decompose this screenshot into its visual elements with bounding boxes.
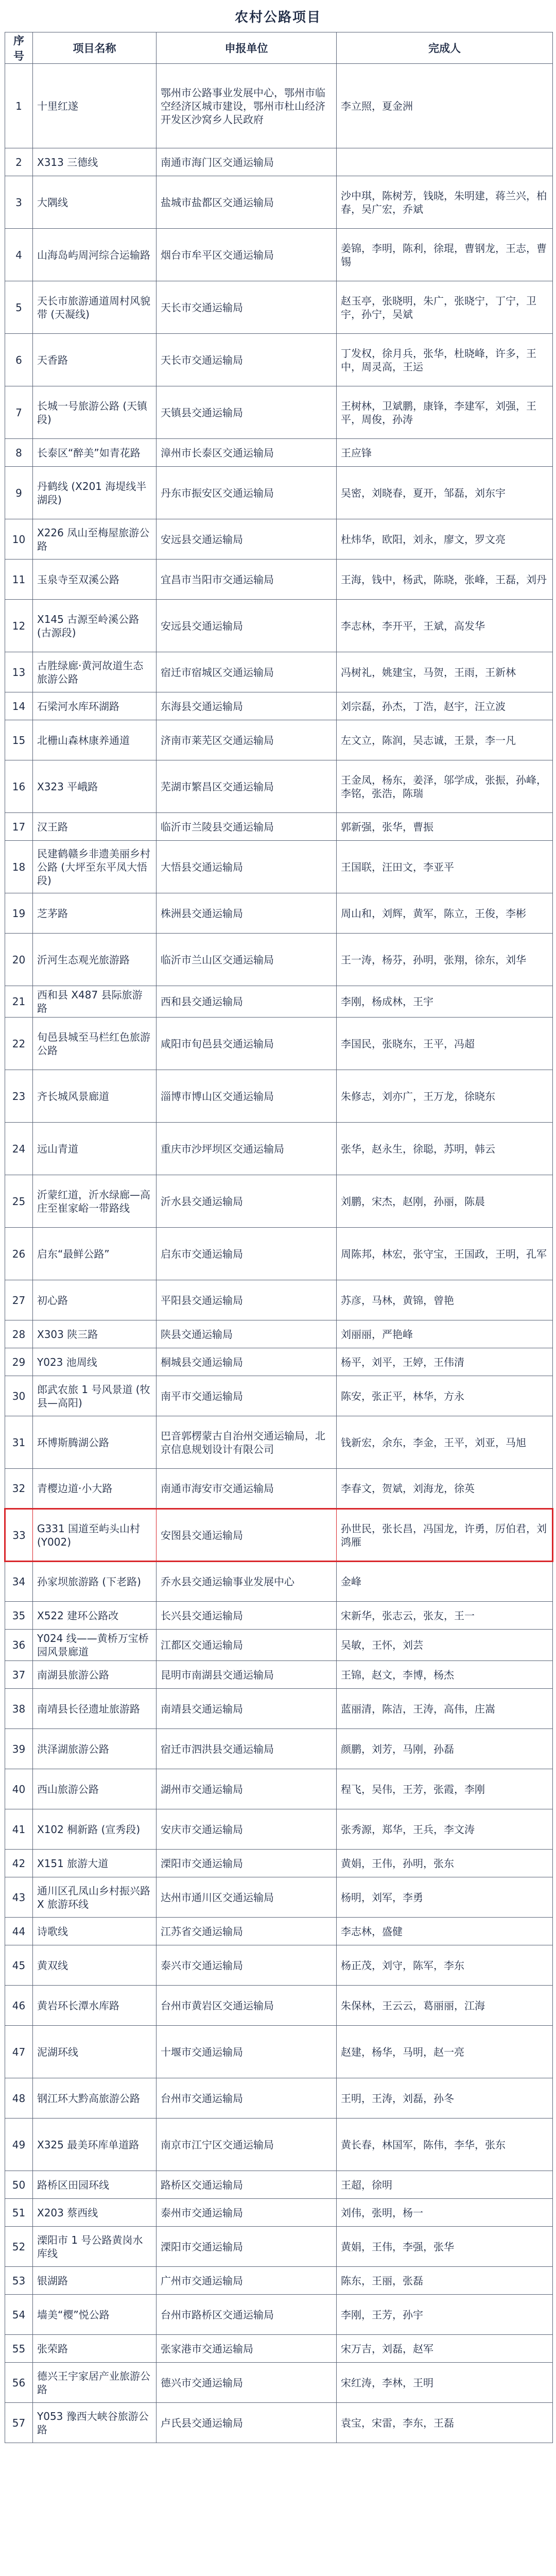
cell-unit: 卢氏县交通运输局 [157, 2403, 337, 2443]
cell-name: 天香路 [33, 334, 157, 386]
header-unit: 申报单位 [157, 32, 337, 64]
table-row [5, 1809, 553, 1850]
cell-people: 宋新华，张志云，张友，王一 [337, 1602, 553, 1630]
table-row [5, 1661, 553, 1689]
table-row [5, 1877, 553, 1918]
cell-unit: 巴音郭楞蒙古自治州交通运输局，北京信息规划设计有限公司 [157, 1416, 337, 1469]
table-row [5, 1469, 553, 1509]
cell-people: 丁发权，徐月兵，张华，杜晓峰，许多，王中，周灵高，王运 [337, 334, 553, 386]
cell-no: 8 [5, 439, 33, 467]
table-row [5, 1689, 553, 1729]
cell-people: 李立照，夏金洲 [337, 64, 553, 148]
table-row [5, 148, 553, 176]
cell-unit: 安远县交通运输局 [157, 600, 337, 652]
cell-people: 张华，赵永生，徐聪，苏明，韩云 [337, 1123, 553, 1175]
cell-name: 诗歌线 [33, 1918, 157, 1945]
cell-name: 孙家坝旅游路 (下老路) [33, 1562, 157, 1602]
cell-people: 王国联，汪田文，李亚平 [337, 841, 553, 893]
table-row [5, 1348, 553, 1376]
cell-no: 27 [5, 1280, 33, 1320]
cell-unit: 路桥区交通运输局 [157, 2171, 337, 2199]
cell-people: 李刚，王芳，孙宇 [337, 2295, 553, 2335]
cell-no: 10 [5, 519, 33, 560]
cell-unit: 东海县交通运输局 [157, 692, 337, 720]
cell-no: 38 [5, 1689, 33, 1729]
header-people: 完成人 [337, 32, 553, 64]
table-row [5, 1320, 553, 1348]
cell-people: 黄长春，林国军，陈伟，李华，张东 [337, 2119, 553, 2171]
table-row [5, 176, 553, 229]
cell-name: 启东“最鲜公路” [33, 1228, 157, 1280]
table-row [5, 2171, 553, 2199]
cell-name: 通川区孔凤山乡村振兴路 X 旅游环线 [33, 1877, 157, 1918]
cell-name: X226 凤山至梅屋旅游公路 [33, 519, 157, 560]
cell-people: 刘丽丽，严艳峰 [337, 1320, 553, 1348]
cell-people: 张秀源，郑华，王兵，李文涛 [337, 1809, 553, 1850]
cell-unit: 长兴县交通运输局 [157, 1602, 337, 1630]
cell-no: 40 [5, 1769, 33, 1809]
cell-people: 金峰 [337, 1562, 553, 1602]
cell-unit: 陕县交通运输局 [157, 1320, 337, 1348]
cell-name: 汉王路 [33, 813, 157, 841]
cell-name: 天长市旅游通道周村风貌带 (天凝线) [33, 281, 157, 334]
header-name: 项目名称 [33, 32, 157, 64]
cell-no: 24 [5, 1123, 33, 1175]
cell-unit: 淄博市博山区交通运输局 [157, 1070, 337, 1123]
cell-unit: 漳州市长泰区交通运输局 [157, 439, 337, 467]
cell-no: 45 [5, 1945, 33, 1986]
cell-unit: 江苏省交通运输局 [157, 1918, 337, 1945]
cell-no: 35 [5, 1602, 33, 1630]
cell-name: 沂蒙红道，沂水绿廊—高庄至崔家峪一带路线 [33, 1175, 157, 1228]
cell-people: 朱修志，刘亦广，王万龙，徐晓东 [337, 1070, 553, 1123]
project-table [4, 32, 553, 2443]
cell-no: 14 [5, 692, 33, 720]
cell-name: 远山青道 [33, 1123, 157, 1175]
cell-people: 李春文，贺斌，刘海龙，徐英 [337, 1469, 553, 1509]
cell-unit: 天长市交通运输局 [157, 281, 337, 334]
table-row [5, 893, 553, 934]
cell-unit: 西和县交通运输局 [157, 986, 337, 1018]
cell-people: 李志林，盛健 [337, 1918, 553, 1945]
cell-unit: 南平市交通运输局 [157, 1376, 337, 1416]
table-row [5, 2227, 553, 2267]
cell-people: 郭新强，张华，曹振 [337, 813, 553, 841]
cell-unit: 南京市江宁区交通运输局 [157, 2119, 337, 2171]
cell-no: 51 [5, 2199, 33, 2227]
cell-unit: 沂水县交通运输局 [157, 1175, 337, 1228]
cell-name: 郎武农旅 1 号风景道 (牧县—高阳) [33, 1376, 157, 1416]
cell-no: 12 [5, 600, 33, 652]
cell-unit: 南靖县交通运输局 [157, 1689, 337, 1729]
cell-no: 42 [5, 1850, 33, 1877]
cell-name: 德兴王宇家居产业旅游公路 [33, 2363, 157, 2403]
cell-no: 34 [5, 1562, 33, 1602]
cell-no: 28 [5, 1320, 33, 1348]
table-row [5, 1280, 553, 1320]
cell-no: 41 [5, 1809, 33, 1850]
cell-people [337, 148, 553, 176]
cell-name: 石梁河水库环湖路 [33, 692, 157, 720]
cell-no: 36 [5, 1630, 33, 1661]
cell-name: 黄双线 [33, 1945, 157, 1986]
cell-no: 3 [5, 176, 33, 229]
table-row [5, 986, 553, 1018]
cell-unit: 溧阳市交通运输局 [157, 2227, 337, 2267]
cell-unit: 丹东市振安区交通运输局 [157, 467, 337, 519]
cell-unit: 泰州市交通运输局 [157, 2199, 337, 2227]
table-row [5, 2403, 553, 2443]
cell-people: 赵玉亭，张晓明，朱广，张晓宁，丁宁，卫宇，孙宁，吴斌 [337, 281, 553, 334]
table-row [5, 1018, 553, 1070]
cell-name: 山海岛屿周河综合运输路 [33, 229, 157, 281]
cell-people: 黄娟，王伟，孙明，张东 [337, 1850, 553, 1877]
cell-unit: 泰兴市交通运输局 [157, 1945, 337, 1986]
header-no: 序号 [5, 32, 33, 64]
table-row [5, 2363, 553, 2403]
table-row [5, 1630, 553, 1661]
cell-people: 宋万吉，刘磊，赵军 [337, 2335, 553, 2363]
cell-name: 旬邑县城至马栏红色旅游公路 [33, 1018, 157, 1070]
table-row [5, 1986, 553, 2026]
cell-people: 苏彦，马林，黄锦，曾艳 [337, 1280, 553, 1320]
cell-no: 22 [5, 1018, 33, 1070]
cell-unit: 昆明市南湖县交通运输局 [157, 1661, 337, 1689]
cell-name: 钢江环大黔高旅游公路 [33, 2078, 157, 2119]
table-row [5, 1376, 553, 1416]
cell-no: 48 [5, 2078, 33, 2119]
cell-unit: 宿迁市泗洪县交通运输局 [157, 1729, 337, 1769]
table-row [5, 519, 553, 560]
cell-name: 泥湖环线 [33, 2026, 157, 2078]
cell-unit: 溧阳市交通运输局 [157, 1850, 337, 1877]
cell-people: 程飞，吴伟，王芳，张霞，李刚 [337, 1769, 553, 1809]
cell-unit: 广州市交通运输局 [157, 2267, 337, 2295]
cell-people: 钱新宏，余东，李金，王平，刘亚，马旭 [337, 1416, 553, 1469]
cell-unit: 安图县交通运输局 [157, 1509, 337, 1562]
cell-name: 西山旅游公路 [33, 1769, 157, 1809]
cell-no: 25 [5, 1175, 33, 1228]
cell-name: 黄岩环长潭水库路 [33, 1986, 157, 2026]
cell-people: 周陈邦，林宏，张守宝，王国政，王明，孔军 [337, 1228, 553, 1280]
table-row [5, 1729, 553, 1769]
table-row [5, 560, 553, 600]
cell-no: 54 [5, 2295, 33, 2335]
cell-no: 9 [5, 467, 33, 519]
cell-unit: 桐城县交通运输局 [157, 1348, 337, 1376]
table-row [5, 1509, 553, 1562]
cell-unit: 鄂州市公路事业发展中心，鄂州市临空经济区城市建设，鄂州市杜山经济开发区沙窝乡人民政府 [157, 64, 337, 148]
table-row [5, 1416, 553, 1469]
table-row [5, 1175, 553, 1228]
cell-unit: 湖州市交通运输局 [157, 1769, 337, 1809]
cell-people: 李志林，李开平，王斌，高发华 [337, 600, 553, 652]
cell-no: 16 [5, 760, 33, 813]
cell-people: 陈东，王丽，张磊 [337, 2267, 553, 2295]
cell-no: 4 [5, 229, 33, 281]
table-row [5, 1123, 553, 1175]
cell-name: X303 陕三路 [33, 1320, 157, 1348]
cell-no: 23 [5, 1070, 33, 1123]
cell-name: 齐长城风景廊道 [33, 1070, 157, 1123]
cell-unit: 安庆市交通运输局 [157, 1809, 337, 1850]
cell-name: 墙美“樱”悦公路 [33, 2295, 157, 2335]
cell-name: Y053 豫西大峡谷旅游公路 [33, 2403, 157, 2443]
cell-no: 46 [5, 1986, 33, 2026]
cell-name: 洪泽湖旅游公路 [33, 1729, 157, 1769]
cell-unit: 平阳县交通运输局 [157, 1280, 337, 1320]
table-row [5, 2199, 553, 2227]
cell-name: 张荣路 [33, 2335, 157, 2363]
cell-unit: 宿迁市宿城区交通运输局 [157, 652, 337, 692]
cell-no: 13 [5, 652, 33, 692]
cell-unit: 南通市海门区交通运输局 [157, 148, 337, 176]
cell-unit: 重庆市沙坪坝区交通运输局 [157, 1123, 337, 1175]
cell-name: 环博斯腾湖公路 [33, 1416, 157, 1469]
cell-no: 2 [5, 148, 33, 176]
table-row [5, 439, 553, 467]
cell-unit: 大悟县交通运输局 [157, 841, 337, 893]
cell-name: 沂河生态观光旅游路 [33, 934, 157, 986]
cell-people: 杨明，刘军，李勇 [337, 1877, 553, 1918]
cell-name: X323 平峨路 [33, 760, 157, 813]
cell-unit: 芜湖市繁昌区交通运输局 [157, 760, 337, 813]
cell-name: 丹鹤线 (X201 海堤线半湖段) [33, 467, 157, 519]
cell-name: 北栅山森林康养通道 [33, 720, 157, 760]
cell-unit: 株洲县交通运输局 [157, 893, 337, 934]
cell-name: 长泰区“醉美”如青花路 [33, 439, 157, 467]
table-row [5, 229, 553, 281]
table-row [5, 652, 553, 692]
cell-name: 长城一号旅游公路 (天镇段) [33, 386, 157, 439]
table-row [5, 720, 553, 760]
table-body [5, 64, 553, 2443]
cell-unit: 宜昌市当阳市交通运输局 [157, 560, 337, 600]
cell-people: 吴密，刘晓春，夏开，邹磊，刘东宇 [337, 467, 553, 519]
cell-people: 姜锦，李明，陈利，徐琨，曹钢龙，王志，曹锡 [337, 229, 553, 281]
cell-people: 刘鹏，宋杰，赵刚，孙丽，陈晨 [337, 1175, 553, 1228]
cell-no: 39 [5, 1729, 33, 1769]
cell-no: 49 [5, 2119, 33, 2171]
cell-unit: 临沂市兰山区交通运输局 [157, 934, 337, 986]
cell-people: 孙世民，张长昌，冯国龙，许勇，厉伯君，刘鸿雁 [337, 1509, 553, 1562]
cell-no: 5 [5, 281, 33, 334]
cell-unit: 天长市交通运输局 [157, 334, 337, 386]
cell-people: 李刚，杨成林，王宇 [337, 986, 553, 1018]
cell-no: 44 [5, 1918, 33, 1945]
cell-no: 56 [5, 2363, 33, 2403]
table-row [5, 841, 553, 893]
table-row [5, 1945, 553, 1986]
cell-people: 杜炜华，欧阳，刘永，廖文，罗文亮 [337, 519, 553, 560]
cell-name: 芝茅路 [33, 893, 157, 934]
cell-name: 路桥区田园环线 [33, 2171, 157, 2199]
cell-no: 20 [5, 934, 33, 986]
cell-people: 王明，王涛，刘磊，孙冬 [337, 2078, 553, 2119]
cell-unit: 启东市交通运输局 [157, 1228, 337, 1280]
cell-no: 57 [5, 2403, 33, 2443]
cell-no: 33 [5, 1509, 33, 1562]
cell-people: 杨平，刘平，王婷，王伟清 [337, 1348, 553, 1376]
cell-unit: 盐城市盐都区交通运输局 [157, 176, 337, 229]
table-row [5, 1070, 553, 1123]
cell-no: 17 [5, 813, 33, 841]
table-row [5, 2295, 553, 2335]
cell-people: 冯树礼，姚建宝，马贺，王雨，王新林 [337, 652, 553, 692]
table-row [5, 386, 553, 439]
table-row [5, 2267, 553, 2295]
cell-unit: 安远县交通运输局 [157, 519, 337, 560]
cell-name: X203 蔡西线 [33, 2199, 157, 2227]
table-row [5, 1602, 553, 1630]
table-row [5, 467, 553, 519]
cell-no: 30 [5, 1376, 33, 1416]
cell-no: 26 [5, 1228, 33, 1280]
cell-people: 袁宝，宋雷，李东，王磊 [337, 2403, 553, 2443]
table-row [5, 1562, 553, 1602]
cell-unit: 台州市黄岩区交通运输局 [157, 1986, 337, 2026]
cell-no: 7 [5, 386, 33, 439]
cell-no: 1 [5, 64, 33, 148]
cell-unit: 十堰市交通运输局 [157, 2026, 337, 2078]
cell-people: 王金凤，杨东，姜泽，邬学成，张振，孙峰，李铭，张浩，陈瑞 [337, 760, 553, 813]
cell-no: 21 [5, 986, 33, 1018]
cell-no: 31 [5, 1416, 33, 1469]
cell-unit: 德兴市交通运输局 [157, 2363, 337, 2403]
cell-people: 王超，徐明 [337, 2171, 553, 2199]
cell-no: 32 [5, 1469, 33, 1509]
cell-unit: 烟台市牟平区交通运输局 [157, 229, 337, 281]
cell-name: Y023 池周线 [33, 1348, 157, 1376]
cell-people: 王锦，赵文，李博，杨杰 [337, 1661, 553, 1689]
cell-people: 左文立，陈润，吴志诚，王景，李一凡 [337, 720, 553, 760]
cell-people: 周山和，刘辉，黄军，陈立，王俊，李彬 [337, 893, 553, 934]
cell-unit: 台州市路桥区交通运输局 [157, 2295, 337, 2335]
table-row [5, 1228, 553, 1280]
cell-name: Y024 线——黄桥万宝桥园风景廊道 [33, 1630, 157, 1661]
table-row [5, 934, 553, 986]
cell-people: 王海，钱中，杨武，陈晓，张峰，王磊，刘丹 [337, 560, 553, 600]
cell-no: 55 [5, 2335, 33, 2363]
cell-people: 朱保林，王云云，葛丽丽，江海 [337, 1986, 553, 2026]
cell-unit: 乔水县交通运输事业发展中心 [157, 1562, 337, 1602]
cell-people: 杨正茂，刘守，陈军，李东 [337, 1945, 553, 1986]
table-row [5, 2078, 553, 2119]
cell-people: 赵建，杨华，马明，赵一亮 [337, 2026, 553, 2078]
cell-name: 玉泉寺至双溪公路 [33, 560, 157, 600]
table-row [5, 2026, 553, 2078]
cell-no: 11 [5, 560, 33, 600]
cell-unit: 济南市莱芜区交通运输局 [157, 720, 337, 760]
cell-no: 47 [5, 2026, 33, 2078]
cell-name: 西和县 X487 县际旅游路 [33, 986, 157, 1018]
cell-people: 刘宗磊，孙杰，丁浩，赵宇，汪立波 [337, 692, 553, 720]
cell-no: 29 [5, 1348, 33, 1376]
cell-no: 43 [5, 1877, 33, 1918]
table-row [5, 1918, 553, 1945]
cell-name: 银湖路 [33, 2267, 157, 2295]
cell-no: 18 [5, 841, 33, 893]
cell-people: 王一涛，杨芬，孙明，张翔，徐东，刘华 [337, 934, 553, 986]
cell-no: 50 [5, 2171, 33, 2199]
cell-people: 刘伟，张明，杨一 [337, 2199, 553, 2227]
cell-no: 19 [5, 893, 33, 934]
cell-people: 王树林，卫斌鹏，康锋，李建军，刘强，王平，周俊，孙涛 [337, 386, 553, 439]
table-row [5, 64, 553, 148]
table-row [5, 1850, 553, 1877]
table-row [5, 281, 553, 334]
cell-no: 6 [5, 334, 33, 386]
cell-name: 十里红遂 [33, 64, 157, 148]
table-row [5, 2119, 553, 2171]
cell-people: 蓝丽清，陈洁，王涛，高伟，庄嵩 [337, 1689, 553, 1729]
cell-name: X145 古源至岭溪公路 (古源段) [33, 600, 157, 652]
table-row [5, 813, 553, 841]
cell-name: X522 建环公路改 [33, 1602, 157, 1630]
cell-name: X151 旅游大道 [33, 1850, 157, 1877]
cell-unit: 咸阳市旬邑县交通运输局 [157, 1018, 337, 1070]
page-title: 农村公路项目 [234, 9, 321, 25]
cell-unit: 达州市通川区交通运输局 [157, 1877, 337, 1918]
cell-unit: 南通市海安市交通运输局 [157, 1469, 337, 1509]
cell-name: X313 三德线 [33, 148, 157, 176]
cell-name: 古胜绿廊·黄河故道生态旅游公路 [33, 652, 157, 692]
cell-unit: 临沂市兰陵县交通运输局 [157, 813, 337, 841]
cell-no: 15 [5, 720, 33, 760]
cell-unit: 江都区交通运输局 [157, 1630, 337, 1661]
cell-unit: 张家港市交通运输局 [157, 2335, 337, 2363]
cell-unit: 天镇县交通运输局 [157, 386, 337, 439]
cell-people: 王应锋 [337, 439, 553, 467]
cell-name: G331 国道至屿头山村 (Y002) [33, 1509, 157, 1562]
cell-name: 南湖县旅游公路 [33, 1661, 157, 1689]
table-row [5, 692, 553, 720]
cell-name: 青樱边道·小大路 [33, 1469, 157, 1509]
table-row [5, 2335, 553, 2363]
cell-people: 宋红涛，李林，王明 [337, 2363, 553, 2403]
cell-people: 陈安，张正平，林华，方永 [337, 1376, 553, 1416]
table-row [5, 600, 553, 652]
cell-name: X325 最美环库单道路 [33, 2119, 157, 2171]
cell-people: 黄娟，王伟，李强，张华 [337, 2227, 553, 2267]
cell-people: 吴敏，王怀，刘芸 [337, 1630, 553, 1661]
cell-no: 53 [5, 2267, 33, 2295]
table-row [5, 760, 553, 813]
cell-people: 李国民，张晓东，王平，冯超 [337, 1018, 553, 1070]
cell-name: 初心路 [33, 1280, 157, 1320]
cell-no: 52 [5, 2227, 33, 2267]
cell-name: 溧阳市 1 号公路黄岗水库线 [33, 2227, 157, 2267]
cell-name: 南靖县长径遗址旅游路 [33, 1689, 157, 1729]
cell-name: 民建鹤赣乡非遗美丽乡村公路 (大坪至东平凤大悟段) [33, 841, 157, 893]
cell-unit: 台州市交通运输局 [157, 2078, 337, 2119]
cell-people: 颜鹏，刘芳，马刚，孙磊 [337, 1729, 553, 1769]
cell-no: 37 [5, 1661, 33, 1689]
cell-name: X102 桐新路 (宣秀段) [33, 1809, 157, 1850]
table-header-row [5, 32, 553, 64]
table-row [5, 334, 553, 386]
cell-people: 沙中琪，陈树芳，钱晓，朱明建，蒋兰兴，柏春，吴广宏，乔斌 [337, 176, 553, 229]
table-row [5, 1769, 553, 1809]
cell-name: 大隅线 [33, 176, 157, 229]
